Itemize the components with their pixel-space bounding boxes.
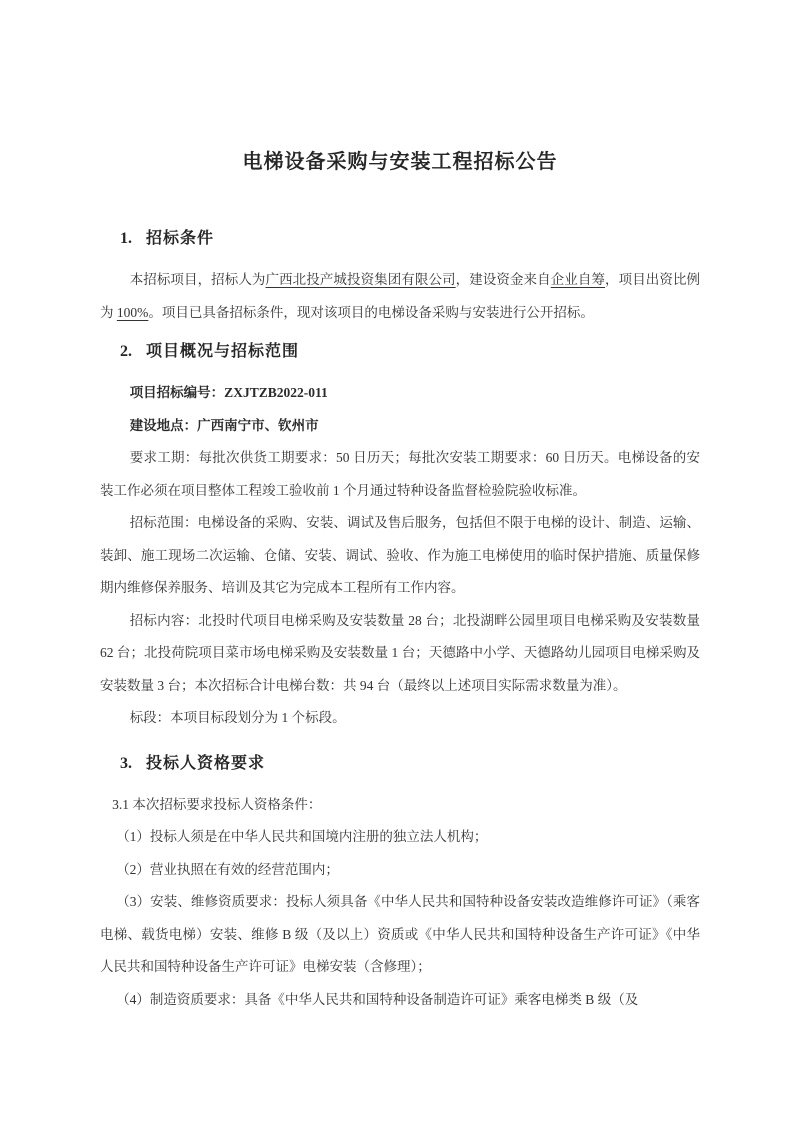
- tender-number-line: 项目招标编号：ZXJTZB2022-011: [129, 385, 328, 400]
- qualification-item-4: （4）制造资质要求：具备《中华人民共和国特种设备制造许可证》乘客电梯类 B 级（及: [116, 991, 639, 1007]
- qualification-item-2: （2）营业执照在有效的经营范围内；: [116, 861, 339, 877]
- section1-title: 招标条件: [146, 230, 215, 247]
- qualification-item-3: （3）安装、维修资质要求：投标人须具备《中华人民共和国特种设备安装改造维修许可证》（乘客电梯、载货电梯）安装、维修 B 级（及以上）资质或《中华人民共和国特种设备生产许可证》《中华人民共和国特种设备生产许可证》电梯安装（含修理）；: [100, 894, 700, 974]
- text-segment: ，建设资金来自: [455, 272, 551, 287]
- bid-section-line: 标段：本项目标段划分为 1 个标段。: [129, 710, 346, 725]
- construction-location-line: 建设地点：广西南宁市、钦州市: [129, 417, 319, 433]
- underlined-funding-source: 企业自筹: [550, 272, 606, 287]
- tender-scope-paragraph: 招标范围：电梯设备的采购、安装、调试及售后服务，包括但不限于电梯的设计、制造、运输、装卸、施工现场二次运输、仓储、安装、调试、验收、作为施工电梯使用的临时保护措施、质量保修期内维修保养服务、培训及其它为完成本工程所有工作内容。: [100, 515, 700, 595]
- section3-heading: [100, 751, 700, 777]
- underlined-funding-ratio: 100%: [116, 304, 149, 320]
- section1-paragraph: [100, 264, 700, 329]
- section3-number: 3.: [120, 754, 132, 772]
- tender-content-paragraph: 招标内容：北投时代项目电梯采购及安装数量 28 台；北投湖畔公园里项目电梯采购及安装数量 62 台；北投荷院项目菜市场电梯采购及安装数量 1 台；天德路中小学、天德路幼儿园项目电梯采购及安装数量 3 台；本次招标合计电梯台数：共 94 台（最终以上述项目实际需求数量为准）。: [100, 612, 700, 693]
- section1-heading: [100, 226, 700, 252]
- section3-title: 投标人资格要求: [146, 754, 266, 772]
- section2-heading: [100, 339, 700, 365]
- text-segment: 。项目已具备招标条件，现对该项目的电梯设备采购与安装进行公开招标。: [148, 304, 594, 320]
- qualification-intro-line: 3.1 本次招标要求投标人资格条件：: [112, 796, 322, 812]
- underlined-bidder-name: 广西北投产城投资集团有限公司: [265, 272, 456, 287]
- document-title: 电梯设备采购与安装工程招标公告: [242, 151, 558, 173]
- section2-number: 2.: [120, 343, 132, 360]
- section2-title: 项目概况与招标范围: [146, 343, 300, 360]
- text-segment: 本招标项目，招标人为: [129, 272, 266, 287]
- section1-number: 1.: [120, 230, 132, 247]
- required-duration-paragraph: 要求工期：每批次供货工期要求：50 日历天；每批次安装工期要求：60 日历天。电梯设备的安装工作必须在项目整体工程竣工验收前 1 个月通过特种设备监督检验院验收标准。: [100, 450, 700, 498]
- text-segment: ，项目出资比例为: [100, 272, 701, 320]
- qualification-item-1: （1）投标人须是在中华人民共和国境内注册的独立法人机构；: [116, 829, 488, 844]
